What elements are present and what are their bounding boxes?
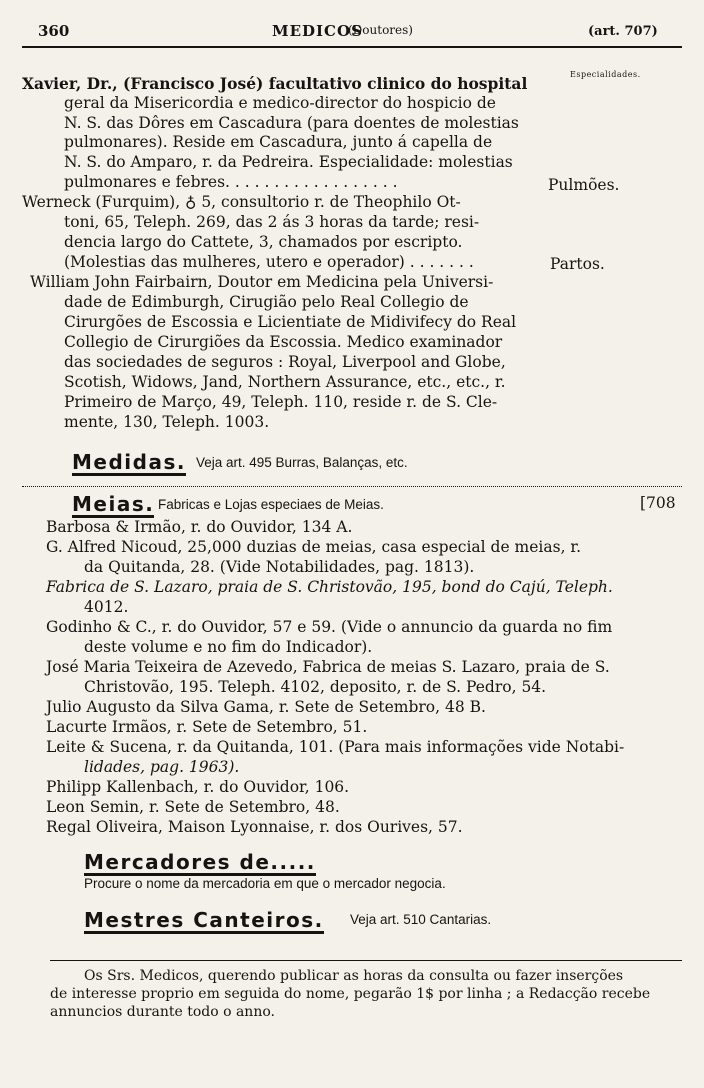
section-title-mestres: Mestres Canteiros. [84, 908, 324, 932]
entry-line: N. S. das Dôres em Cascadura (para doentes de molestias [64, 114, 519, 132]
entry-line: Collegio de Cirurgiões da Escossia. Medico examinador [64, 333, 503, 351]
page-subtitle: (Doutores) [348, 23, 413, 37]
entry-line: das sociedades de seguros : Royal, Liverpool and Globe, [64, 353, 506, 371]
section-title-meias: Meias. [72, 492, 155, 516]
article-marker: [708 [640, 494, 676, 512]
list-item: G. Alfred Nicoud, 25,000 duzias de meias, casa especial de meias, r. [46, 538, 582, 556]
entry-line: Werneck (Furquim), ♁ 5, consultorio r. de Theophilo Ot- [22, 193, 461, 211]
section-note-mestres: Veja art. 510 Cantarias. [350, 912, 492, 927]
specialty-label: Pulmões. [548, 176, 620, 194]
entry-line: Scotish, Widows, Jand, Northern Assurance, etc., etc., r. [64, 373, 506, 391]
entry-line: toni, 65, Teleph. 269, das 2 ás 3 horas da tarde; resi- [64, 213, 480, 231]
specialty-label: Partos. [550, 255, 605, 273]
section-title-mercadores: Mercadores de..... [84, 850, 316, 874]
entry-line: Primeiro de Março, 49, Teleph. 110, reside r. de S. Cle- [64, 393, 498, 411]
entry-line: dade de Edimburgh, Cirugião pelo Real Collegio de [64, 293, 469, 311]
footer-line: de interesse proprio em seguida do nome, pegarão 1$ por linha ; a Redacção recebe [50, 986, 651, 1002]
list-item: da Quitanda, 28. (Vide Notabilidades, pag. 1813). [84, 558, 475, 576]
entry-line: pulmonares). Reside em Cascadura, junto á capella de [64, 133, 493, 151]
footer-line: Os Srs. Medicos, querendo publicar as horas da consulta ou fazer inserções [84, 968, 624, 984]
entry-line: William John Fairbairn, Doutor em Medicina pela Universi- [30, 273, 494, 291]
list-item: Lacurte Irmãos, r. Sete de Setembro, 51. [46, 718, 368, 736]
section-title-medidas: Medidas. [72, 450, 186, 474]
section-note-meias: Fabricas e Lojas especiaes de Meias. [158, 497, 384, 512]
entry-line: (Molestias das mulheres, utero e operador) . . . . . . . [64, 253, 474, 271]
list-item: Regal Oliveira, Maison Lyonnaise, r. dos Ourives, 57. [46, 818, 463, 836]
list-item: Godinho & C., r. do Ouvidor, 57 e 59. (Vide o annuncio da guarda no fim [46, 618, 613, 636]
page-title: MEDICOS [272, 22, 363, 40]
list-item: lidades, pag. 1963). [84, 758, 240, 776]
entry-line: pulmonares e febres. . . . . . . . . . . . . . . . . . [64, 173, 398, 191]
list-item: José Maria Teixeira de Azevedo, Fabrica de meias S. Lazaro, praia de S. [46, 658, 610, 676]
margin-heading: Especialidades. [570, 70, 641, 79]
header-rule [22, 46, 682, 48]
section-note-medidas: Veja art. 495 Burras, Balanças, etc. [196, 455, 408, 470]
list-item: Leite & Sucena, r. da Quitanda, 101. (Para mais informações vide Notabi- [46, 738, 625, 756]
footer-rule [50, 960, 682, 961]
list-item: 4012. [84, 598, 129, 616]
section-divider [22, 486, 682, 487]
section-note-mercadores: Procure o nome da mercadoria em que o mercador negocia. [84, 876, 446, 891]
entry-line: N. S. do Amparo, r. da Pedreira. Especialidade: molestias [64, 153, 513, 171]
entry-line: Xavier, Dr., (Francisco José) facultativo clinico do hospital [22, 74, 528, 93]
footer-line: annuncios durante todo o anno. [50, 1004, 275, 1020]
entry-line: Cirurgões de Escossia e Licientiate de Midivifecy do Real [64, 313, 517, 331]
entry-line: geral da Misericordia e medico-director do hospicio de [64, 94, 496, 112]
list-item: Barbosa & Irmão, r. do Ouvidor, 134 A. [46, 518, 353, 536]
list-item: Leon Semin, r. Sete de Setembro, 48. [46, 798, 340, 816]
list-item: Christovão, 195. Teleph. 4102, deposito, r. de S. Pedro, 54. [84, 678, 547, 696]
article-number: (art. 707) [588, 24, 658, 39]
list-item: Julio Augusto da Silva Gama, r. Sete de Setembro, 48 B. [46, 698, 486, 716]
page-number: 360 [38, 22, 70, 40]
list-item: Fabrica de S. Lazaro, praia de S. Christovão, 195, bond do Cajú, Teleph. [46, 578, 613, 596]
list-item: deste volume e no fim do Indicador). [84, 638, 373, 656]
entry-line: mente, 130, Teleph. 1003. [64, 413, 270, 431]
entry-line: dencia largo do Cattete, 3, chamados por escripto. [64, 233, 463, 251]
list-item: Philipp Kallenbach, r. do Ouvidor, 106. [46, 778, 350, 796]
